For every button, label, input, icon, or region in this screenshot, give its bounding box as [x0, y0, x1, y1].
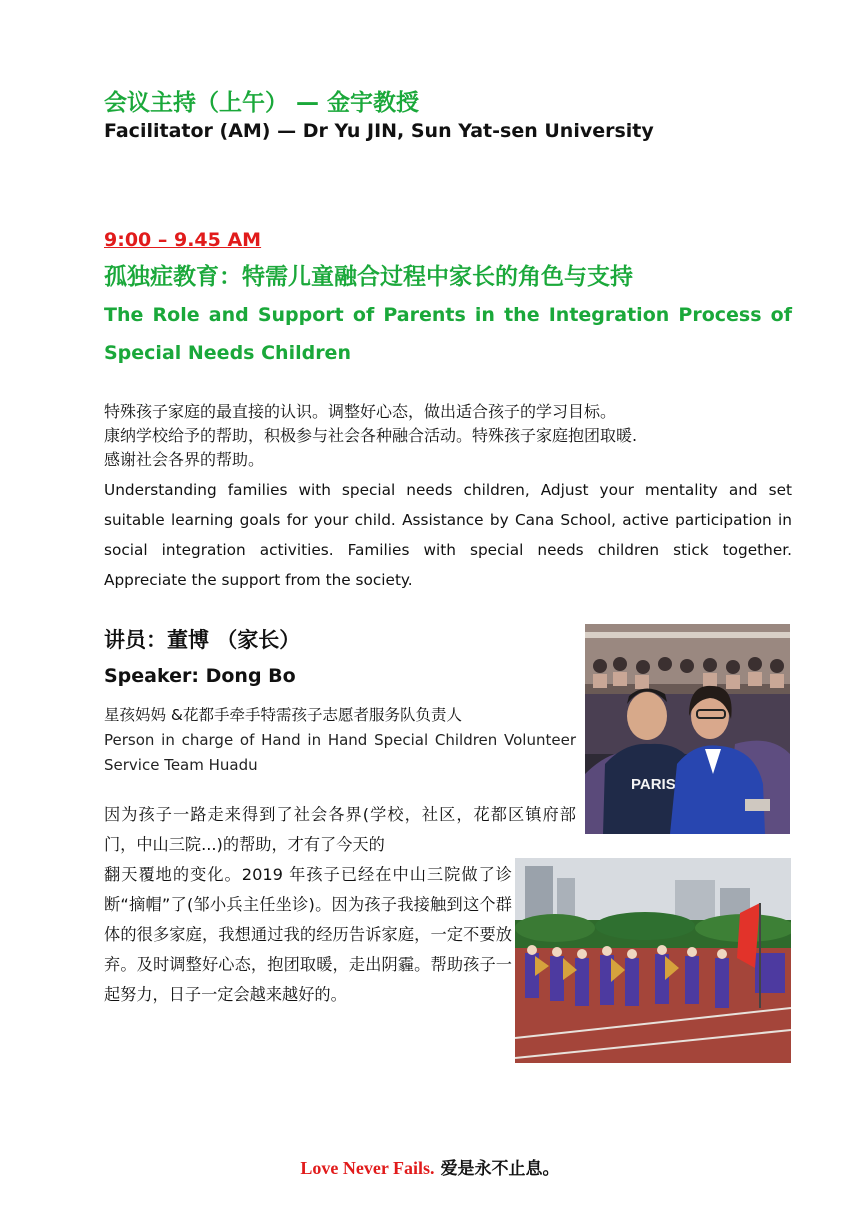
description-chinese-line: 特殊孩子家庭的最直接的认识。调整好心态，做出适合孩子的学习目标。	[104, 402, 617, 421]
auditorium-photo-illustration	[585, 624, 790, 834]
description-chinese	[104, 400, 794, 472]
session-time: 9:00 – 9.45 AM	[104, 229, 262, 251]
facilitator-english: Facilitator (AM) — Dr Yu JIN, Sun Yat-sen University	[104, 120, 654, 142]
speaker-heading-chinese: 讲员：董博 （家长）	[104, 628, 301, 652]
speaker-role-chinese: 星孩妈妈 &花都手牵手特需孩子志愿者服务队负责人	[104, 706, 463, 724]
paris-shirt-text: PARIS	[631, 776, 676, 793]
speaker-photo	[585, 624, 790, 834]
story-paragraph-bottom: 翻天覆地的变化。2019 年孩子已经在中山三院做了诊断“摘帽”了(邹小兵主任坐诊)。因为孩子我接触到这个群体的很多家庭，我想通过我的经历告诉家庭，一定不要放弃。及时调整好心态，抱团取暖，走出阴霾。帮助孩子一起努力，日子一定会越来越好的。	[104, 865, 512, 1004]
session-title-english: The Role and Support of Parents in the Integration Process of Special Needs Children	[104, 304, 792, 364]
description-english: Understanding families with special needs children, Adjust your mentality and set suitable learning goals for your child. Assistance by Cana School, active participation in social integration activities. Families with special needs children stick together. Appreciate the support from the society.	[104, 481, 792, 589]
parade-photo-illustration	[515, 858, 791, 1063]
footer-motto-english: Love Never Fails.	[300, 1158, 435, 1178]
speaker-role-english: Person in charge of Hand in Hand Special Children Volunteer Service Team Huadu	[104, 731, 576, 774]
speaker-heading-english: Speaker: Dong Bo	[104, 665, 296, 687]
footer-motto-chinese: 爱是永不止息。	[440, 1159, 560, 1179]
parade-photo	[515, 858, 791, 1063]
story-paragraph-top: 因为孩子一路走来得到了社会各界(学校，社区，花都区镇府部门，中山三院...)的帮助，才有了今天的	[104, 805, 576, 854]
session-title-chinese: 孤独症教育：特需儿童融合过程中家长的角色与支持	[104, 264, 633, 290]
description-chinese-line: 感谢社会各界的帮助。	[104, 450, 265, 469]
facilitator-chinese: 会议主持（上午） — 金宇教授	[104, 90, 420, 116]
description-chinese-line: 康纳学校给予的帮助，积极参与社会各种融合活动。特殊孩子家庭抱团取暖.	[104, 426, 638, 445]
footer	[0, 1154, 860, 1179]
